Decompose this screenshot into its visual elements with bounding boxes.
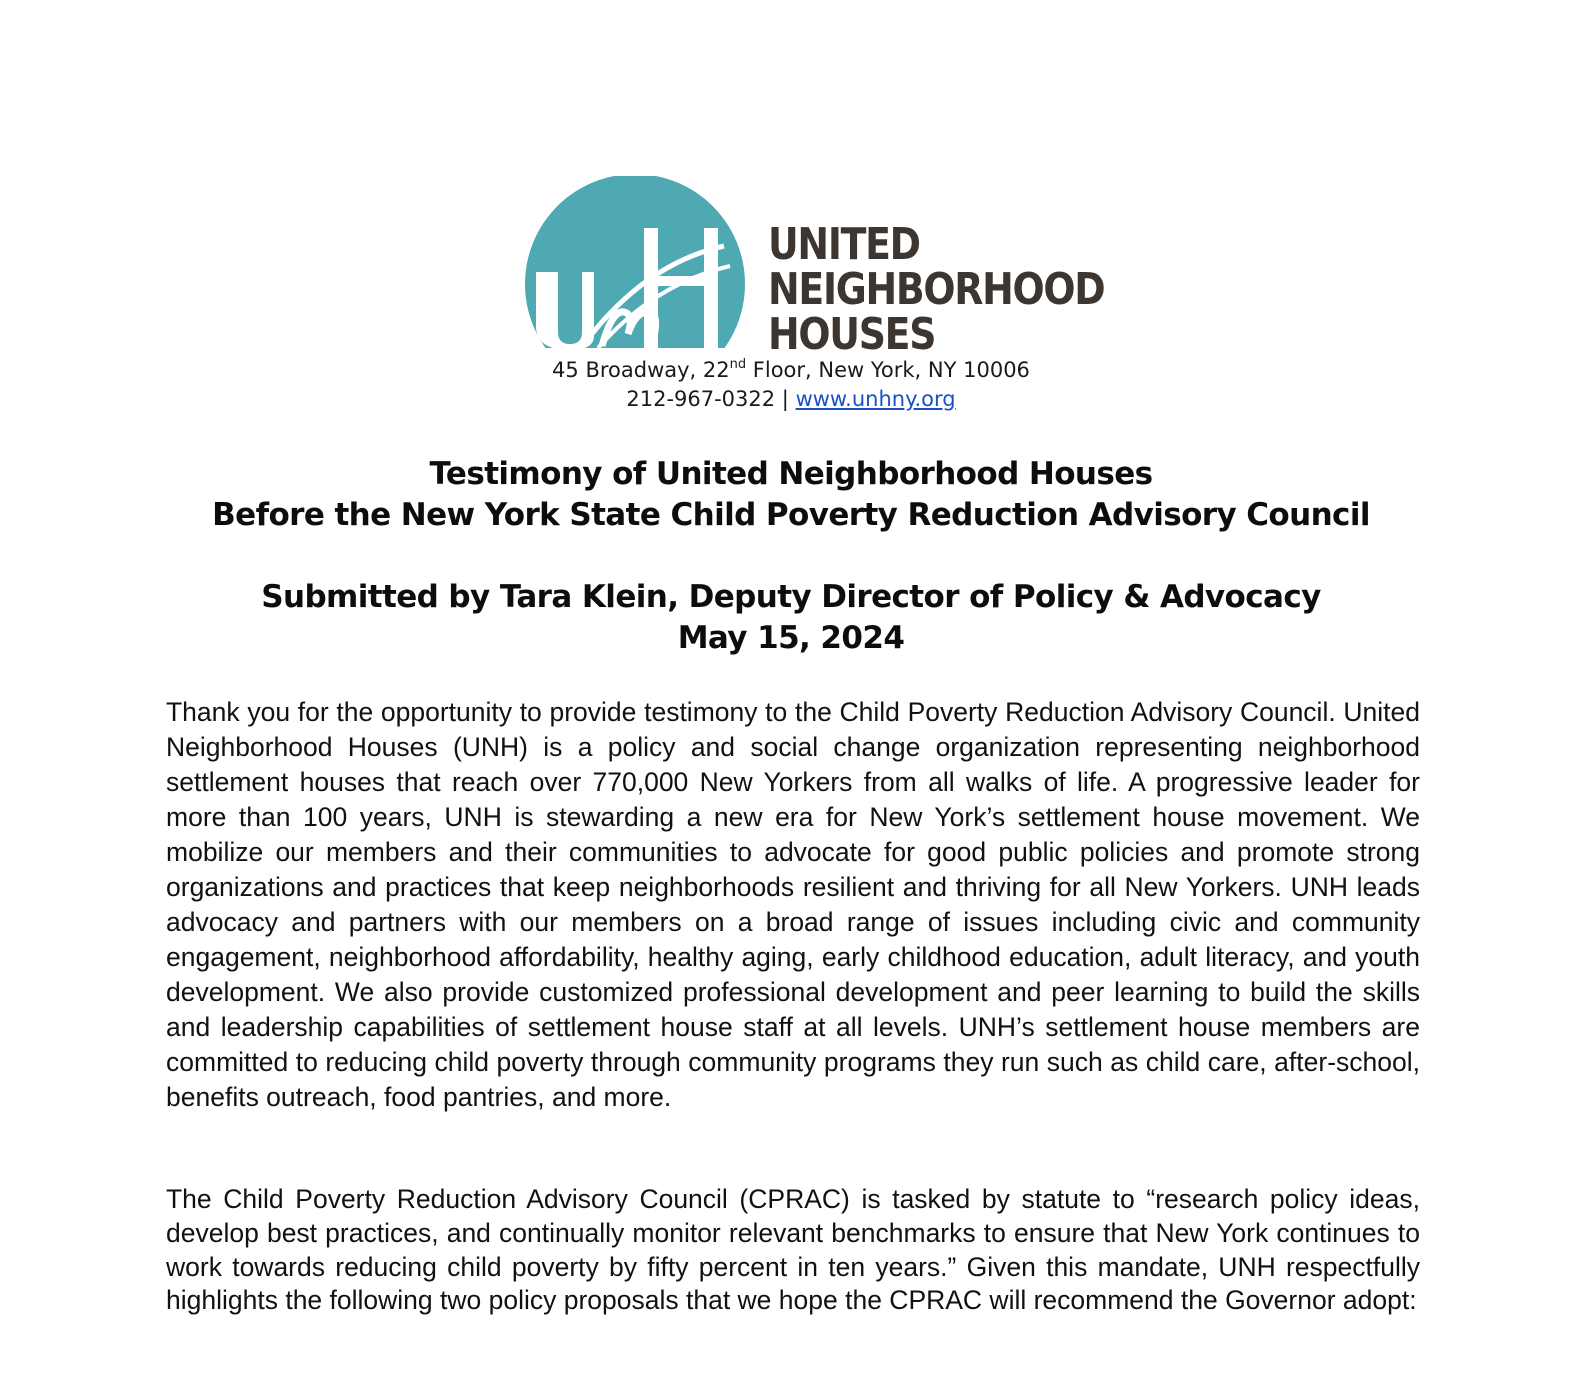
letterhead xyxy=(0,170,1582,420)
council-title: Before the New York State Child Poverty Reduction Advisory Council xyxy=(212,497,1370,533)
phone-number: 212-967-0322 xyxy=(626,387,776,411)
address-ordinal-suffix: nd xyxy=(729,357,747,372)
address-street: 45 Broadway, 22 xyxy=(552,358,730,382)
contact-separator: | xyxy=(775,387,796,411)
website-link[interactable]: www.unhny.org xyxy=(795,387,956,411)
logo-word-1: UNITED xyxy=(768,219,920,270)
address-city: Floor, New York, NY 10006 xyxy=(746,358,1030,382)
testimony-title: Testimony of United Neighborhood Houses xyxy=(429,456,1153,492)
unh-logo-wordmark xyxy=(768,219,1105,360)
testimony-date: May 15, 2024 xyxy=(677,620,905,656)
logo-word-3: HOUSES xyxy=(768,309,936,360)
logo-word-2: NEIGHBORHOOD xyxy=(768,264,1105,315)
intro-paragraph: Thank you for the opportunity to provide testimony to the Child Poverty Reduction Advisory Council. United Neighborhood Houses (UNH) is a policy and social change organization representing neighborhood settlement houses that reach over 770,000 New Yorkers from all walks of life. A progressive leader for more than 100 years, UNH is stewarding a new era for New York’s settlement house movement. We mobilize our members and their communities to advocate for good public policies and promote strong organizations and practices that keep neighborhoods resilient and thriving for all New Yorkers. UNH leads advocacy and partners with our members on a broad range of issues including civic and community engagement, neighborhood affordability, healthy aging, early childhood education, adult literacy, and youth development. We also provide customized professional development and peer learning to build the skills and leadership capabilities of settlement house staff at all levels. UNH’s settlement house members are committed to reducing child poverty through community programs they run such as child care, after-school, benefits outreach, food pantries, and more. xyxy=(166,697,1420,1112)
address-line xyxy=(0,358,1582,382)
submitted-by: Submitted by Tara Klein, Deputy Director of Policy & Advocacy xyxy=(261,579,1321,615)
unh-logo-emblem xyxy=(524,176,746,356)
cprac-paragraph: The Child Poverty Reduction Advisory Council (CPRAC) is tasked by statute to “research policy ideas, develop best practices, and continually monitor relevant benchmarks to ensure that New York continues to work towards reducing child poverty by fifty percent in ten years.” Given this mandate, UNH respectfully highlights the following two policy proposals that we hope the CPRAC will recommend the Governor adopt: xyxy=(166,1184,1420,1316)
contact-line xyxy=(0,387,1582,411)
